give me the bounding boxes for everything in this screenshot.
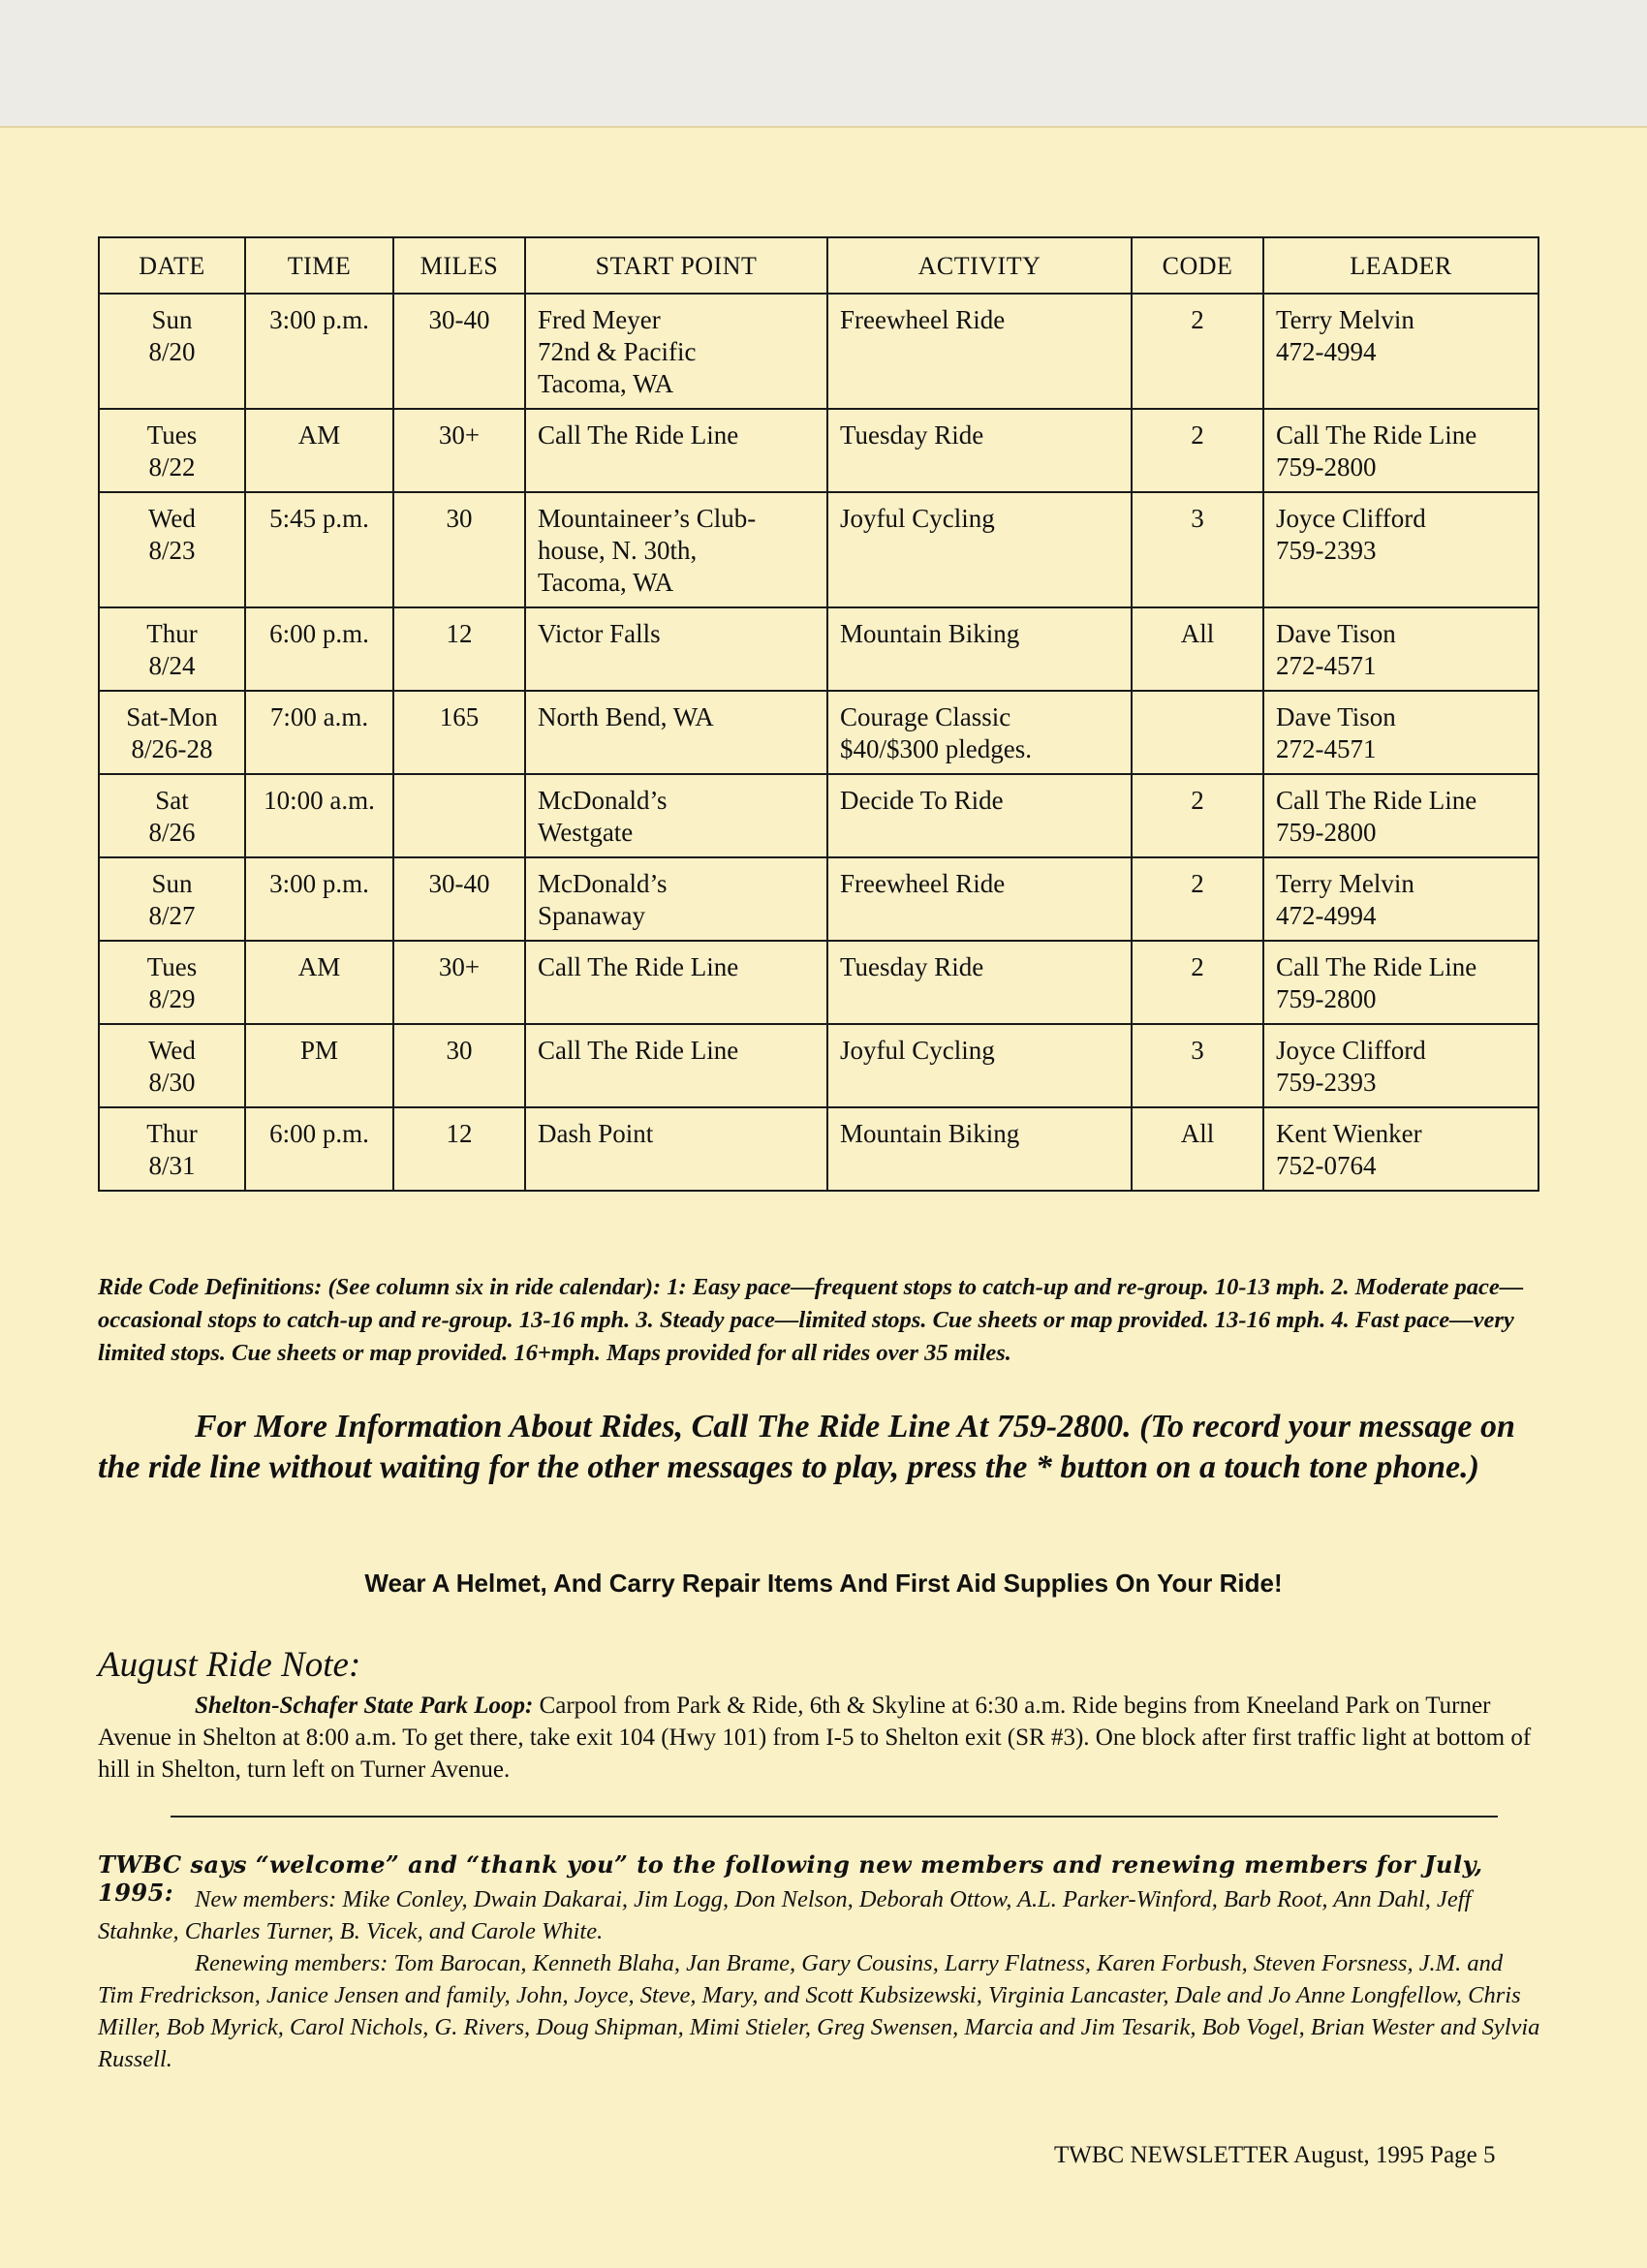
row-leader: Dave Tison 272-4571 <box>1263 691 1538 774</box>
row-date: Wed 8/30 <box>99 1024 245 1107</box>
row-start-point: McDonald’s Spanaway <box>525 857 827 941</box>
row-code: 2 <box>1132 941 1263 1024</box>
row-date: Tues 8/29 <box>99 941 245 1024</box>
row-date: Sat-Mon 8/26-28 <box>99 691 245 774</box>
row-activity: Freewheel Ride <box>827 294 1132 409</box>
row-time: AM <box>245 409 393 492</box>
row-start-point: Call The Ride Line <box>525 1024 827 1107</box>
row-miles: 30-40 <box>393 294 525 409</box>
row-activity: Tuesday Ride <box>827 409 1132 492</box>
row-date: Thur 8/31 <box>99 1107 245 1191</box>
row-date: Sun 8/20 <box>99 294 245 409</box>
table-row <box>99 409 1538 492</box>
helmet-reminder: Wear A Helmet, And Carry Repair Items And First Aid Supplies On Your Ride! <box>364 1569 1283 1598</box>
row-leader: Kent Wienker 752-0764 <box>1263 1107 1538 1191</box>
ride-line-info: For More Information About Rides, Call The Ride Line At 759-2800. (To record your message on the ride line without waiting for the other messages to play, press the * button on a touch tone phone.) <box>98 1409 1515 1485</box>
ride-note-lead: Shelton-Schafer State Park Loop: <box>195 1693 534 1719</box>
ride-calendar-table <box>98 236 1539 1192</box>
row-code: All <box>1132 607 1263 691</box>
table-row <box>99 774 1538 857</box>
page-footer: TWBC NEWSLETTER August, 1995 Page 5 <box>1054 2142 1496 2168</box>
row-code <box>1132 691 1263 774</box>
row-activity: Decide To Ride <box>827 774 1132 857</box>
row-leader: Joyce Clifford 759-2393 <box>1263 492 1538 607</box>
new-members: New members: Mike Conley, Dwain Dakarai, Jim Logg, Don Nelson, Deborah Ottow, A.L. Parker-Winford, Barb Root, Ann Dahl, Jeff Stahnke, Charles Turner, B. Vicek, and Carole White. <box>98 1886 1472 1944</box>
row-leader: Terry Melvin 472-4994 <box>1263 857 1538 941</box>
row-start-point: Call The Ride Line <box>525 409 827 492</box>
row-miles: 30+ <box>393 409 525 492</box>
row-time: 3:00 p.m. <box>245 857 393 941</box>
row-miles: 30-40 <box>393 857 525 941</box>
ride-note-title: August Ride Note: <box>98 1645 361 1685</box>
row-leader: Joyce Clifford 759-2393 <box>1263 1024 1538 1107</box>
row-code: All <box>1132 1107 1263 1191</box>
row-time: 6:00 p.m. <box>245 607 393 691</box>
row-leader: Dave Tison 272-4571 <box>1263 607 1538 691</box>
row-leader: Call The Ride Line 759-2800 <box>1263 941 1538 1024</box>
row-time: 6:00 p.m. <box>245 1107 393 1191</box>
row-start-point: Dash Point <box>525 1107 827 1191</box>
row-activity: Mountain Biking <box>827 1107 1132 1191</box>
header-time: TIME <box>245 237 393 294</box>
row-start-point: Mountaineer’s Club- house, N. 30th, Tacoma, WA <box>525 492 827 607</box>
table-header-row <box>99 237 1538 294</box>
header-start-point: START POINT <box>525 237 827 294</box>
row-date: Sun 8/27 <box>99 857 245 941</box>
row-miles <box>393 774 525 857</box>
row-start-point: Victor Falls <box>525 607 827 691</box>
row-date: Thur 8/24 <box>99 607 245 691</box>
row-time: AM <box>245 941 393 1024</box>
row-leader: Call The Ride Line 759-2800 <box>1263 774 1538 857</box>
row-time: 7:00 a.m. <box>245 691 393 774</box>
ride-note-body <box>98 1690 1541 1786</box>
header-activity: ACTIVITY <box>827 237 1132 294</box>
row-activity: Courage Classic $40/$300 pledges. <box>827 691 1132 774</box>
table-row <box>99 294 1538 409</box>
row-time: PM <box>245 1024 393 1107</box>
row-activity: Mountain Biking <box>827 607 1132 691</box>
row-start-point: Fred Meyer 72nd & Pacific Tacoma, WA <box>525 294 827 409</box>
members-list <box>98 1883 1541 2075</box>
renewing-members: Renewing members: Tom Barocan, Kenneth Blaha, Jan Brame, Gary Cousins, Larry Flatness, Karen Forbush, Steven Forsness, J.M. and Tim Fredrickson, Janice Jensen and family, John, Joyce, Steve, Mary, and Scott Kubsizewski, Virginia Lancaster, Dale and Jo Anne Longfellow, Chris Miller, Bob Myrick, Carol Nichols, G. Rivers, Doug Shipman, Mimi Stieler, Greg Swensen, Marcia and Jim Tesarik, Bob Vogel, Brian Wester and Sylvia Russell. <box>98 1950 1540 2072</box>
row-start-point: North Bend, WA <box>525 691 827 774</box>
row-activity: Joyful Cycling <box>827 1024 1132 1107</box>
table-row <box>99 857 1538 941</box>
header-leader: LEADER <box>1263 237 1538 294</box>
table-row <box>99 691 1538 774</box>
ride-note-text: Carpool from Park & Ride, 6th & Skyline at 6:30 a.m. Ride begins from Kneeland Park on Turner Avenue in Shelton at 8:00 a.m. To get there, take exit 104 (Hwy 101) from I-5 to Shelton exit (SR #3). One block after first traffic light at bottom of hill in Shelton, turn left on Turner Avenue. <box>98 1693 1532 1783</box>
welcome-heading: TWBC says “welcome” and “thank you” to the following new members and renewing members for July, 1995: <box>98 1850 1483 1907</box>
row-miles: 30 <box>393 492 525 607</box>
row-code: 3 <box>1132 492 1263 607</box>
row-code: 3 <box>1132 1024 1263 1107</box>
section-divider <box>171 1816 1498 1818</box>
table-row <box>99 492 1538 607</box>
header-date: DATE <box>99 237 245 294</box>
row-miles: 30+ <box>393 941 525 1024</box>
header-code: CODE <box>1132 237 1263 294</box>
header-miles: MILES <box>393 237 525 294</box>
table-row <box>99 941 1538 1024</box>
row-miles: 12 <box>393 1107 525 1191</box>
table-row <box>99 607 1538 691</box>
row-miles: 165 <box>393 691 525 774</box>
row-code: 2 <box>1132 774 1263 857</box>
row-miles: 12 <box>393 607 525 691</box>
row-leader: Terry Melvin 472-4994 <box>1263 294 1538 409</box>
row-miles: 30 <box>393 1024 525 1107</box>
row-start-point: McDonald’s Westgate <box>525 774 827 857</box>
table-row <box>99 1107 1538 1191</box>
row-activity: Joyful Cycling <box>827 492 1132 607</box>
row-code: 2 <box>1132 294 1263 409</box>
row-activity: Freewheel Ride <box>827 857 1132 941</box>
row-time: 5:45 p.m. <box>245 492 393 607</box>
row-time: 3:00 p.m. <box>245 294 393 409</box>
row-date: Sat 8/26 <box>99 774 245 857</box>
row-start-point: Call The Ride Line <box>525 941 827 1024</box>
row-code: 2 <box>1132 409 1263 492</box>
row-time: 10:00 a.m. <box>245 774 393 857</box>
row-activity: Tuesday Ride <box>827 941 1132 1024</box>
row-code: 2 <box>1132 857 1263 941</box>
row-date: Wed 8/23 <box>99 492 245 607</box>
ride-code-definitions: Ride Code Definitions: (See column six in ride calendar): 1: Easy pace—frequent stops to catch-up and re-group. 10-13 mph. 2. Moderate pace—occasional stops to catch-up and re-group. 13-16 mph. 3. Steady pace—limited stops. Cue sheets or map provided. 13-16 mph. 4. Fast pace—very limited stops. Cue sheets or map provided. 16+mph. Maps provided for all rides over 35 miles. <box>98 1274 1524 1366</box>
newsletter-page <box>0 126 1647 2268</box>
row-date: Tues 8/22 <box>99 409 245 492</box>
table-row <box>99 1024 1538 1107</box>
row-leader: Call The Ride Line 759-2800 <box>1263 409 1538 492</box>
